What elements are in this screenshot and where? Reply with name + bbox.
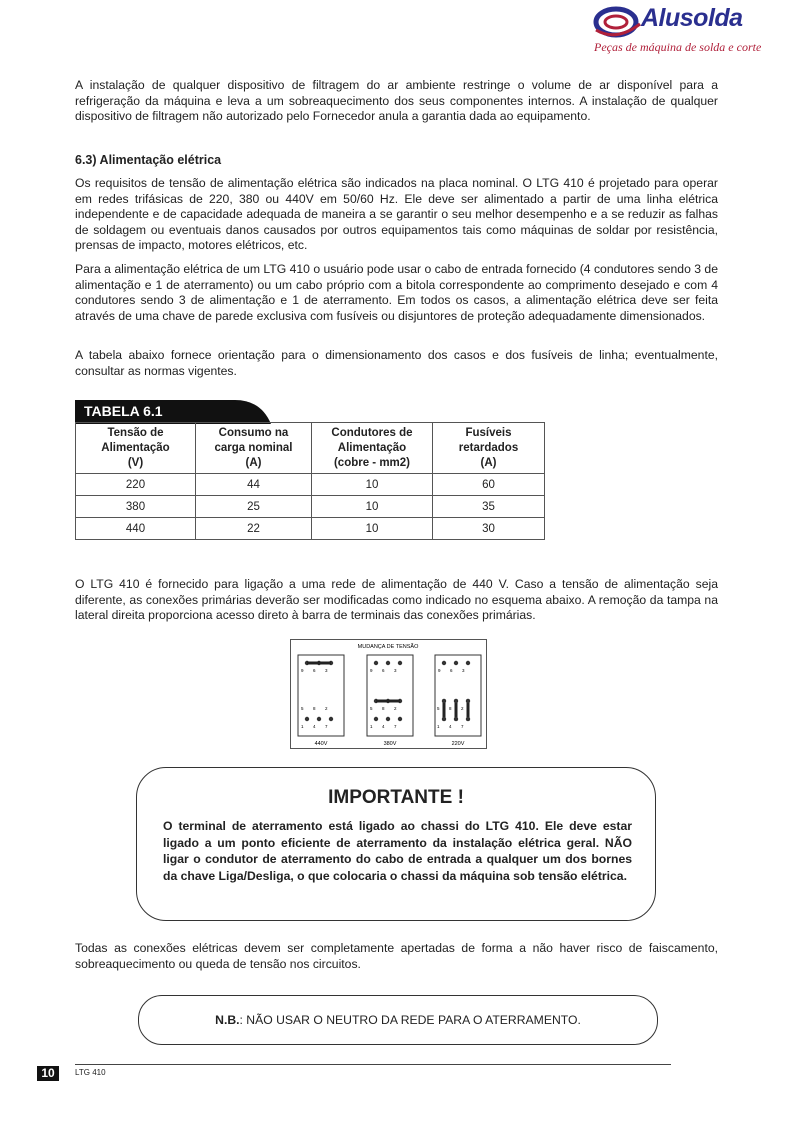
table-row (76, 474, 545, 496)
svg-text:8: 8 (313, 706, 316, 711)
svg-text:6: 6 (382, 668, 385, 673)
svg-text:1: 1 (301, 724, 304, 729)
header-consumption: Consumo na carga nominal (A) (196, 423, 312, 474)
brand-name: Alusolda (641, 4, 743, 32)
cell: 35 (433, 496, 545, 518)
cell: 10 (312, 496, 433, 518)
svg-text:4: 4 (313, 724, 316, 729)
footer-divider (75, 1064, 671, 1065)
section-paragraph-1: Os requisitos de tensão de alimentação elétrica são indicados na placa nominal. O LTG 410 é projetado para operar em redes trifásicas de 220, 380 ou 440V em 50/60 Hz. Ele deve ser alimentado a partir de uma linha elétrica independente e de capacidade adequada de maneira a se garantir o seu melhor desempenho e a se reduzir as falhas de soldagem ou eventuais danos causados por outros equipamentos tais como máquinas de soldar por resistência, prensas de impacto, motores elétricos, etc. (75, 176, 718, 253)
svg-text:8: 8 (449, 706, 452, 711)
svg-text:2: 2 (325, 706, 328, 711)
label-380v: 380V (383, 741, 397, 747)
header-fuses: Fusíveis retardados (A) (433, 423, 545, 474)
svg-text:4: 4 (449, 724, 452, 729)
svg-text:7: 7 (325, 724, 328, 729)
svg-text:6: 6 (313, 668, 316, 673)
svg-text:5: 5 (370, 706, 373, 711)
cell: 44 (196, 474, 312, 496)
header-voltage: Tensão de Alimentação (V) (76, 423, 196, 474)
svg-text:3: 3 (462, 668, 465, 673)
table-label (75, 400, 271, 424)
voltage-change-diagram (290, 639, 487, 749)
table-header-row (76, 423, 545, 474)
svg-text:7: 7 (461, 724, 464, 729)
brand-tagline: Peças de máquina de solda e corte (594, 40, 762, 54)
nb-line (139, 1013, 657, 1027)
cell: 440 (76, 518, 196, 540)
after-table-paragraph: O LTG 410 é fornecido para ligação a uma rede de alimentação de 440 V. Caso a tensão de alimentação seja diferente, as conexões primárias deverão ser modificadas como indicado no esquema abaixo. A remoção da tampa na lateral direita proporciona acesso direto à barra de terminais das conexões primárias. (75, 577, 718, 623)
cell: 10 (312, 474, 433, 496)
cell: 25 (196, 496, 312, 518)
nb-label: N.B. (215, 1013, 240, 1027)
page-number: 10 (37, 1066, 59, 1081)
svg-text:1: 1 (370, 724, 373, 729)
table-label-text: TABELA 6.1 (84, 403, 163, 419)
cell: 10 (312, 518, 433, 540)
important-notice (136, 767, 656, 921)
cell: 60 (433, 474, 545, 496)
section-paragraph-2: Para a alimentação elétrica de um LTG 410 o usuário pode usar o cabo de entrada fornecido (4 condutores sendo 3 de alimentação e 1 de aterramento) ou um cabo próprio com a bitola correspondente ao comprimento desejado e com 4 condutores sendo 3 de alimentação e 1 de aterramento. Em todos os casos, a alimentação elétrica deve ser feita através de uma chave de parede exclusiva com fusíveis ou disjuntores de proteção adequadamente dimensionados. (75, 262, 718, 323)
svg-text:2: 2 (394, 706, 397, 711)
nb-text: : NÃO USAR O NEUTRO DA REDE PARA O ATERRAMENTO. (239, 1013, 581, 1027)
voltage-table (75, 422, 545, 540)
section-heading: 6.3) Alimentação elétrica (75, 153, 222, 167)
header-conductors: Condutores de Alimentação (cobre - mm2) (312, 423, 433, 474)
section-paragraph-3: A tabela abaixo fornece orientação para o dimensionamento dos casos e dos fusíveis de linha; eventualmente, consultar as normas vigentes. (75, 348, 718, 378)
table-row (76, 518, 545, 540)
important-title: IMPORTANTE ! (328, 787, 464, 808)
important-text: O terminal de aterramento está ligado ao chassi do LTG 410. Ele deve estar ligado a um ponto eficiente de aterramento da instalação elétrica geral. NÃO ligar o condutor de aterramento do cabo de entrada a qualquer um dos bornes da chave Liga/Desliga, o que colocaria o chassi da máquina sob tensão elétrica. (163, 819, 632, 883)
footer-title: LTG 410 (75, 1068, 106, 1077)
cell: 380 (76, 496, 196, 518)
svg-text:4: 4 (382, 724, 385, 729)
svg-text:9: 9 (370, 668, 373, 673)
label-220v: 220V (451, 741, 465, 747)
cell: 22 (196, 518, 312, 540)
svg-text:2: 2 (461, 706, 464, 711)
svg-text:5: 5 (437, 706, 440, 711)
svg-text:1: 1 (437, 724, 440, 729)
nb-notice (138, 995, 658, 1045)
svg-text:5: 5 (301, 706, 304, 711)
diagram-title: MUDANÇA DE TENSÃO (357, 644, 419, 650)
cell: 30 (433, 518, 545, 540)
svg-text:9: 9 (301, 668, 304, 673)
cell: 220 (76, 474, 196, 496)
svg-text:3: 3 (325, 668, 328, 673)
svg-text:6: 6 (450, 668, 453, 673)
svg-text:3: 3 (394, 668, 397, 673)
closing-paragraph: Todas as conexões elétricas devem ser completamente apertadas de forma a não haver risco de faiscamento, sobreaquecimento ou queda de tensão nos circuitos. (75, 941, 718, 971)
svg-text:9: 9 (438, 668, 441, 673)
intro-paragraph: A instalação de qualquer dispositivo de filtragem do ar ambiente restringe o volume de ar disponível para a refrigeração da máquina e leva a um sobreaquecimento dos seus componentes internos. A instalação de qualquer dispositivo de filtragem não autorizado pelo Fornecedor anula a garantia dada ao equipamento. (75, 78, 718, 124)
svg-text:8: 8 (382, 706, 385, 711)
table-row (76, 496, 545, 518)
label-440v: 440V (314, 741, 328, 747)
svg-text:7: 7 (394, 724, 397, 729)
